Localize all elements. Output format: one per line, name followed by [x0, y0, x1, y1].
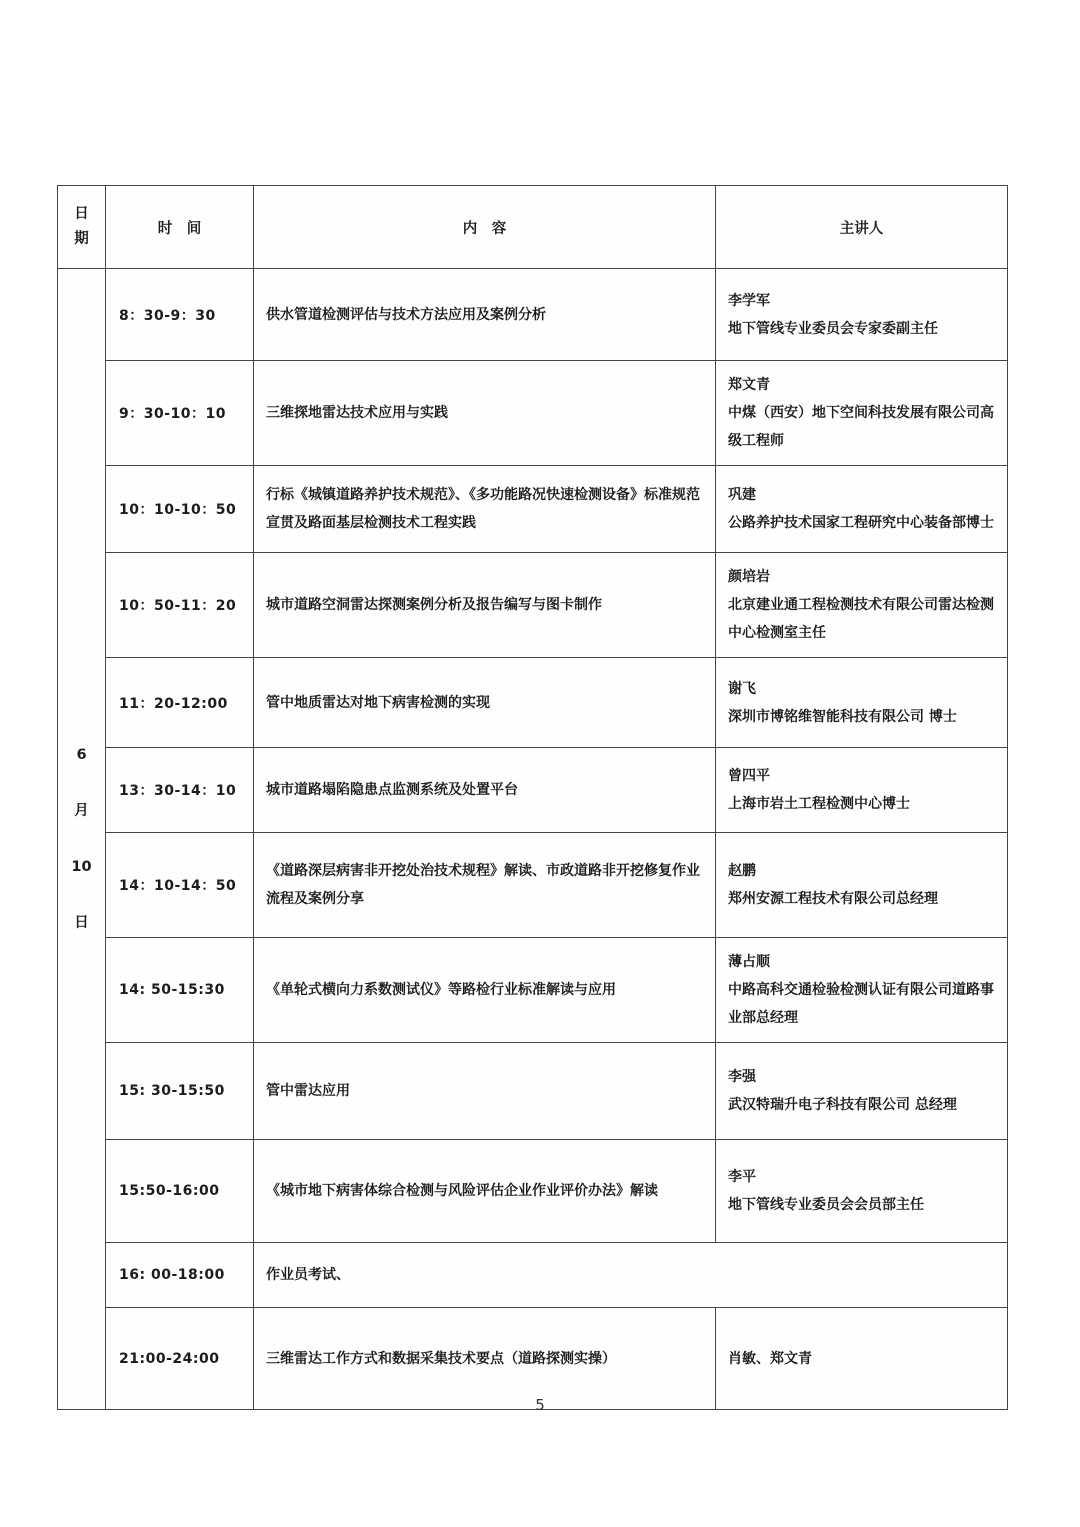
- page-number: 5: [535, 1396, 545, 1414]
- content-cell: 《单轮式横向力系数测试仪》等路检行业标准解读与应用: [254, 938, 716, 1043]
- speaker-cell: [716, 938, 1008, 1043]
- table-row: [58, 938, 1008, 1043]
- content-cell: 三维探地雷达技术应用与实践: [254, 361, 716, 466]
- content-cell-merged: 作业员考试、: [254, 1243, 1008, 1308]
- speaker-title: 深圳市博铭维智能科技有限公司 博士: [728, 708, 957, 725]
- speaker-name: 巩建: [728, 487, 756, 503]
- speaker-title: 地下管线专业委员会专家委副主任: [728, 320, 938, 337]
- speaker-name: 郑文青: [728, 377, 770, 393]
- time-cell: 15:50-16:00: [106, 1140, 254, 1243]
- speaker-cell: [716, 1043, 1008, 1140]
- table-row: [58, 1043, 1008, 1140]
- speaker-cell: [716, 833, 1008, 938]
- speaker-name: 肖敏、郑文青: [728, 1350, 812, 1367]
- content-cell: 管中地质雷达对地下病害检测的实现: [254, 658, 716, 748]
- date-label-line: 10: [71, 859, 92, 875]
- speaker-cell: [716, 1308, 1008, 1410]
- content-cell: 三维雷达工作方式和数据采集技术要点（道路探测实操）: [254, 1308, 716, 1410]
- date-cell: [58, 269, 106, 1410]
- content-cell: 《城市地下病害体综合检测与风险评估企业作业评价办法》解读: [254, 1140, 716, 1243]
- speaker-title: 北京建业通工程检测技术有限公司雷达检测中心检测室主任: [728, 597, 994, 641]
- speaker-name: 赵鹏: [728, 863, 756, 879]
- speaker-name: 李强: [728, 1069, 756, 1085]
- speaker-name: 薄占顺: [728, 954, 770, 970]
- time-cell: 14：10-14：50: [106, 833, 254, 938]
- header-speaker: 主讲人: [716, 186, 1008, 269]
- table-row: [58, 1308, 1008, 1410]
- header-date-line: 日: [74, 206, 89, 222]
- speaker-name: 李学军: [728, 292, 770, 309]
- content-cell: 管中雷达应用: [254, 1043, 716, 1140]
- content-cell: 《道路深层病害非开挖处治技术规程》解读、市政道路非开挖修复作业流程及案例分享: [254, 833, 716, 938]
- speaker-title: 地下管线专业委员会会员部主任: [728, 1197, 924, 1213]
- table-row: [58, 553, 1008, 658]
- table-row: [58, 748, 1008, 833]
- table-row: [58, 269, 1008, 361]
- date-label-line: 日: [74, 915, 89, 931]
- header-content: 内 容: [254, 186, 716, 269]
- date-label-line: 6: [76, 747, 87, 763]
- content-cell: 供水管道检测评估与技术方法应用及案例分析: [254, 269, 716, 361]
- time-cell: 11：20-12:00: [106, 658, 254, 748]
- speaker-title: 武汉特瑞升电子科技有限公司 总经理: [728, 1097, 957, 1113]
- time-cell: 21:00-24:00: [106, 1308, 254, 1410]
- content-cell: 城市道路空洞雷达探测案例分析及报告编写与图卡制作: [254, 553, 716, 658]
- speaker-title: 公路养护技术国家工程研究中心装备部博士: [728, 515, 994, 531]
- date-label-line: 月: [74, 803, 89, 819]
- time-cell: 16: 00-18:00: [106, 1243, 254, 1308]
- speaker-cell: [716, 1140, 1008, 1243]
- time-cell: 10：10-10：50: [106, 466, 254, 553]
- time-cell: 15: 30-15:50: [106, 1043, 254, 1140]
- date-label: [58, 742, 105, 936]
- header-date-line: 期: [74, 231, 89, 247]
- table-row: [58, 466, 1008, 553]
- table-row: [58, 658, 1008, 748]
- table-row: [58, 1140, 1008, 1243]
- header-date: [58, 186, 106, 269]
- content-cell: 城市道路塌陷隐患点监测系统及处置平台: [254, 748, 716, 833]
- time-cell: 8：30-9：30: [106, 269, 254, 361]
- schedule-table: [57, 185, 1008, 1410]
- speaker-cell: [716, 748, 1008, 833]
- speaker-title: 上海市岩土工程检测中心博士: [728, 796, 910, 812]
- table-row: [58, 1243, 1008, 1308]
- speaker-cell: [716, 466, 1008, 553]
- speaker-title: 中煤（西安）地下空间科技发展有限公司高级工程师: [728, 405, 994, 449]
- time-cell: 10：50-11：20: [106, 553, 254, 658]
- header-row: [58, 186, 1008, 269]
- content-cell: 行标《城镇道路养护技术规范》、《多功能路况快速检测设备》标准规范宣贯及路面基层检测技术工程实践: [254, 466, 716, 553]
- time-cell: 9：30-10：10: [106, 361, 254, 466]
- speaker-title: 中路高科交通检验检测认证有限公司道路事业部总经理: [728, 982, 994, 1026]
- speaker-name: 谢飞: [728, 680, 756, 697]
- header-time: 时 间: [106, 186, 254, 269]
- time-cell: 13：30-14：10: [106, 748, 254, 833]
- time-cell: 14: 50-15:30: [106, 938, 254, 1043]
- speaker-title: 郑州安源工程技术有限公司总经理: [728, 891, 938, 907]
- speaker-cell: [716, 269, 1008, 361]
- speaker-cell: [716, 361, 1008, 466]
- speaker-name: 曾四平: [728, 768, 770, 784]
- speaker-name: 李平: [728, 1169, 756, 1185]
- speaker-name: 颜培岩: [728, 569, 770, 585]
- table-row: [58, 833, 1008, 938]
- speaker-cell: [716, 658, 1008, 748]
- table-row: [58, 361, 1008, 466]
- speaker-cell: [716, 553, 1008, 658]
